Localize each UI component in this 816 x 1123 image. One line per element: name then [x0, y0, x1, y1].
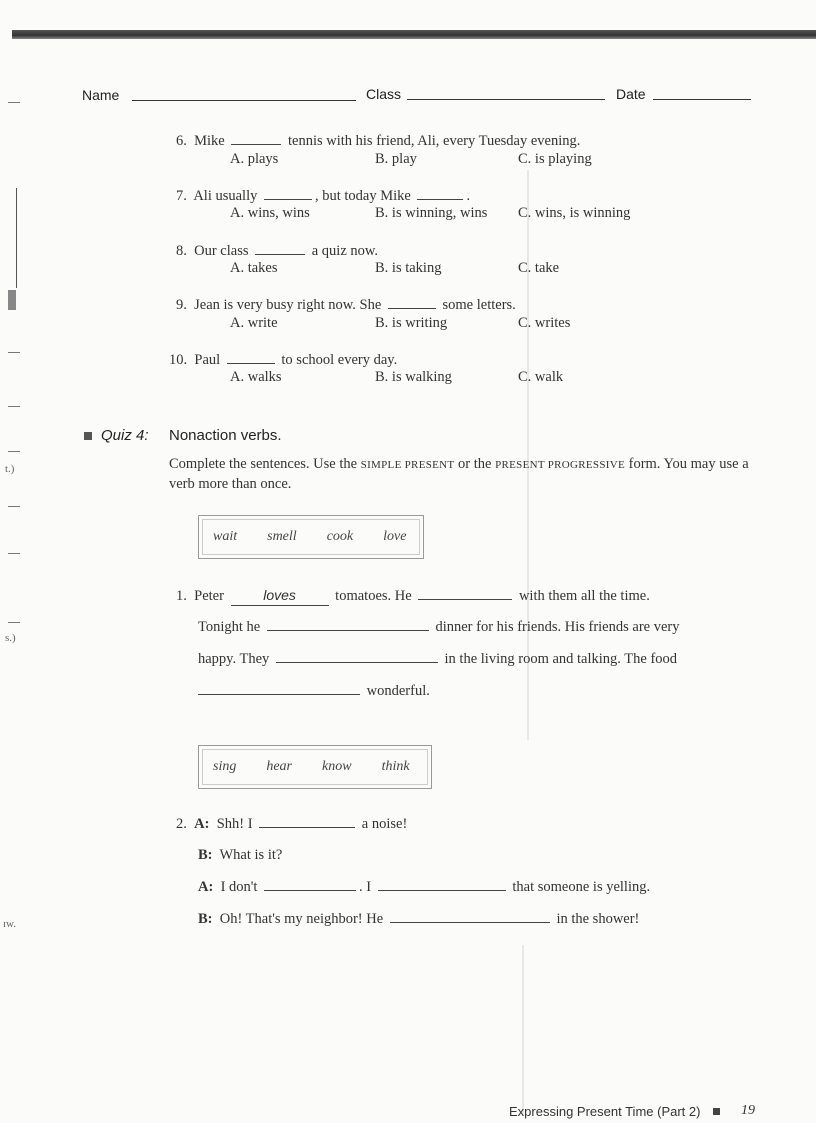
word-option: cook — [326, 529, 354, 544]
quiz-title: Nonaction verbs. — [169, 427, 282, 444]
exercise-2-line-1: 2. A: Shh! I a noise! — [176, 816, 408, 832]
edge-bracket — [6, 188, 17, 288]
word-box — [198, 515, 424, 559]
question-7: 7. Ali usually , but today Mike . — [176, 188, 471, 204]
option-a[interactable]: A. plays — [230, 151, 279, 167]
option-b[interactable]: B. is taking — [375, 260, 442, 276]
question-9: 9. Jean is very busy right now. She some letters. — [176, 297, 516, 313]
question-8: 8. Our class a quiz now. — [176, 243, 379, 259]
answer-blank[interactable] — [390, 910, 550, 923]
exercise-2-line-2: B: What is it? — [198, 847, 283, 863]
edge-mark — [8, 290, 16, 310]
option-c[interactable]: C. take — [518, 260, 560, 276]
edge-tick — [8, 406, 20, 407]
edge-tick — [8, 451, 20, 452]
answer-blank[interactable] — [264, 187, 312, 200]
date-field[interactable] — [653, 99, 751, 100]
answer-blank[interactable] — [255, 242, 305, 255]
word-option: love — [383, 529, 407, 544]
exercise-1-line-1: 1. Peter loves tomatoes. He with them all the time. — [176, 587, 650, 604]
exercise-1-line-4: wonderful. — [198, 682, 430, 700]
answer-blank[interactable] — [198, 682, 360, 695]
question-10: 10. Paul to school every day. — [169, 352, 398, 368]
word-option: smell — [267, 529, 297, 544]
option-b[interactable]: B. is winning, wins — [375, 205, 488, 221]
class-field[interactable] — [407, 99, 605, 100]
footer-chapter-title: Expressing Present Time (Part 2) — [509, 1104, 701, 1119]
option-b[interactable]: B. is writing — [375, 315, 448, 331]
option-c[interactable]: C. walk — [518, 369, 564, 385]
edge-tick — [8, 102, 20, 103]
answer-blank[interactable] — [267, 618, 429, 631]
option-a[interactable]: A. takes — [230, 260, 278, 276]
answer-blank[interactable] — [259, 815, 355, 828]
edge-fragment: s.) — [5, 632, 16, 644]
exercise-1-line-3: happy. They in the living room and talking. The food — [198, 651, 678, 667]
quiz-label: Quiz 4: — [101, 427, 149, 444]
option-c[interactable]: C. is playing — [518, 151, 592, 167]
word-option: hear — [266, 759, 293, 774]
filled-answer: loves — [263, 587, 296, 603]
option-a[interactable]: A. wins, wins — [230, 205, 310, 221]
edge-fragment: ɪw. — [3, 918, 17, 930]
scan-artifact-line — [522, 945, 524, 1115]
section-bullet-icon — [84, 432, 92, 440]
word-option: think — [381, 759, 410, 774]
option-b[interactable]: B. play — [375, 151, 417, 167]
word-box — [198, 745, 432, 789]
answer-blank[interactable] — [227, 351, 275, 364]
answer-blank[interactable] — [231, 132, 281, 145]
name-label: Name — [82, 87, 120, 103]
date-label: Date — [616, 86, 646, 102]
edge-tick — [8, 506, 20, 507]
answer-blank[interactable] — [418, 587, 512, 600]
footer-bullet-icon — [713, 1108, 720, 1115]
exercise-1-line-2: Tonight he dinner for his friends. His friends are very — [198, 619, 680, 635]
answer-blank[interactable] — [417, 187, 463, 200]
option-c[interactable]: C. writes — [518, 315, 571, 331]
class-label: Class — [366, 86, 402, 102]
option-c[interactable]: C. wins, is winning — [518, 205, 631, 221]
word-option: wait — [213, 529, 238, 544]
word-option: sing — [213, 759, 237, 774]
answer-blank[interactable] — [388, 296, 436, 309]
name-field[interactable] — [132, 100, 356, 101]
page-number: 19 — [741, 1103, 755, 1118]
answer-blank[interactable] — [378, 878, 506, 891]
edge-tick — [8, 352, 20, 353]
exercise-2-line-4: B: Oh! That's my neighbor! He in the shower! — [198, 911, 640, 927]
scan-top-bar — [12, 30, 816, 39]
option-a[interactable]: A. write — [230, 315, 278, 331]
option-b[interactable]: B. is walking — [375, 369, 452, 385]
edge-tick — [8, 622, 20, 623]
question-6: 6. Mike tennis with his friend, Ali, every Tuesday evening. — [176, 133, 581, 149]
option-a[interactable]: A. walks — [230, 369, 282, 385]
answer-blank[interactable] — [276, 650, 438, 663]
exercise-2-line-3: A: I don't . I that someone is yelling. — [198, 879, 651, 895]
edge-tick — [8, 553, 20, 554]
edge-fragment: t.) — [5, 463, 15, 475]
word-option: know — [322, 759, 352, 774]
answer-blank[interactable] — [264, 878, 356, 891]
instructions: Complete the sentences. Use the SIMPLE PRESENT or the PRESENT PROGRESSIVE form. You may use a verb more than once. — [169, 456, 749, 492]
